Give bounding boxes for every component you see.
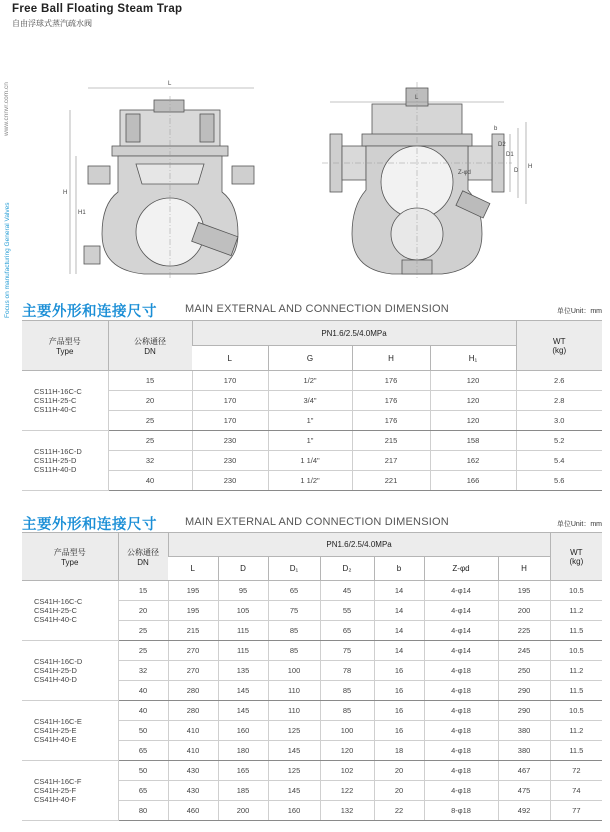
table-cell: 20 <box>118 601 168 621</box>
table-cell: 11.2 <box>550 601 602 621</box>
section2-header <box>22 513 602 533</box>
table-cell: 15 <box>108 371 192 391</box>
table-cell: 166 <box>430 471 516 491</box>
type-label: CS41H-16C-E <box>34 717 82 726</box>
table-cell: 5.4 <box>516 451 602 471</box>
table-cell: 1" <box>268 431 352 451</box>
table-cell: 110 <box>268 681 320 701</box>
table-cell: 22 <box>374 801 424 821</box>
table-cell: 122 <box>320 781 374 801</box>
table-cell: 4-φ14 <box>424 621 498 641</box>
table-cell: 4-φ18 <box>424 721 498 741</box>
table-cell: 5.6 <box>516 471 602 491</box>
table-cell: 145 <box>268 741 320 761</box>
type-label: CS11H-25-D <box>34 456 77 465</box>
type-label: CS41H-25-F <box>34 786 77 795</box>
table-cell: 11.2 <box>550 721 602 741</box>
header-col-g: G <box>268 346 352 371</box>
table-cell: 4-φ18 <box>424 741 498 761</box>
table-cell: 32 <box>108 451 192 471</box>
table-cell: 14 <box>374 641 424 661</box>
header-col-h: H <box>352 346 430 371</box>
type-label: CS41H-16C-C <box>34 597 83 606</box>
type-label: CS41H-40-D <box>34 675 77 684</box>
table-cell: 80 <box>118 801 168 821</box>
type-label: CS41H-25-C <box>34 606 77 615</box>
table-cell: 170 <box>192 411 268 431</box>
table-cell: 4-φ18 <box>424 761 498 781</box>
table-row <box>22 411 602 431</box>
table-cell: 40 <box>118 701 168 721</box>
table-cell: 78 <box>320 661 374 681</box>
table-cell: 410 <box>168 721 218 741</box>
type-label: CS41H-16C-D <box>34 657 83 666</box>
table-cell: 110 <box>268 701 320 721</box>
table-cell: 160 <box>268 801 320 821</box>
side-bar <box>2 18 14 318</box>
table-cell: 65 <box>268 581 320 601</box>
dimension-table-cs41h <box>22 532 602 821</box>
table-cell: 380 <box>498 721 550 741</box>
table-cell: 18 <box>374 741 424 761</box>
dimension-table-cs11h <box>22 320 602 491</box>
table-cell: 40 <box>118 681 168 701</box>
table-cell: 2.6 <box>516 371 602 391</box>
table-cell: 290 <box>498 701 550 721</box>
table-cell: 11.5 <box>550 681 602 701</box>
type-label: CS11H-40-D <box>34 465 77 474</box>
dim-label-zphi: Z-φd <box>458 170 471 176</box>
table-cell: 176 <box>352 371 430 391</box>
table-cell: 135 <box>218 661 268 681</box>
table-cell: 11.5 <box>550 621 602 641</box>
table-cell: 280 <box>168 701 218 721</box>
table-cell: 50 <box>118 761 168 781</box>
table-cell: 32 <box>118 661 168 681</box>
table-cell: 250 <box>498 661 550 681</box>
table-cell: 50 <box>118 721 168 741</box>
dim-label-h-right: H <box>528 164 532 170</box>
table-cell: 2.8 <box>516 391 602 411</box>
table-cell: 85 <box>268 641 320 661</box>
table-cell: 195 <box>168 581 218 601</box>
section1-unit: 单位Unit：mm <box>556 308 602 315</box>
page-title: Free Ball Floating Steam Trap <box>12 3 183 15</box>
section2-unit: 单位Unit：mm <box>556 521 602 528</box>
table-cell: 4-φ14 <box>424 641 498 661</box>
table-cell: 145 <box>218 681 268 701</box>
table-cell: 105 <box>218 601 268 621</box>
dim-label-d1: D1 <box>506 152 514 158</box>
header-col-l: L <box>168 557 218 581</box>
table-cell: 10.5 <box>550 701 602 721</box>
table-cell: 4-φ18 <box>424 681 498 701</box>
table-cell: 16 <box>374 701 424 721</box>
header-col-d2: D₂ <box>320 557 374 581</box>
table-cell: 162 <box>430 451 516 471</box>
table-cell: 170 <box>192 371 268 391</box>
table-cell: 200 <box>218 801 268 821</box>
table-row <box>22 641 602 661</box>
table-cell: 215 <box>352 431 430 451</box>
table-cell: 16 <box>374 661 424 681</box>
type-label: CS41H-40-E <box>34 735 77 744</box>
table-cell: 132 <box>320 801 374 821</box>
table-cell: 230 <box>192 431 268 451</box>
table-cell: 4-φ18 <box>424 781 498 801</box>
table-cell: 245 <box>498 641 550 661</box>
table-cell: 75 <box>320 641 374 661</box>
table-cell: 270 <box>168 641 218 661</box>
table-row <box>22 391 602 411</box>
type-cell <box>22 701 118 761</box>
table-cell: 85 <box>268 621 320 641</box>
header-dn: 公称通径 DN <box>118 533 168 581</box>
type-label: CS41H-40-F <box>34 795 77 804</box>
table-cell: 176 <box>352 411 430 431</box>
table-row <box>22 761 602 781</box>
table-cell: 115 <box>218 621 268 641</box>
table-cell: 1 1/2" <box>268 471 352 491</box>
table-cell: 16 <box>374 681 424 701</box>
table-cell: 120 <box>430 371 516 391</box>
header-type: 产品型号 Type <box>22 321 108 371</box>
table-cell: 195 <box>168 601 218 621</box>
table-cell: 1/2" <box>268 371 352 391</box>
header-wt: WT (kg) <box>550 533 602 581</box>
table-cell: 25 <box>108 431 192 451</box>
section1-title-cn: 主要外形和连接尺寸 <box>22 304 157 320</box>
table-cell: 25 <box>118 621 168 641</box>
type-label: CS11H-16C-C <box>34 387 82 396</box>
section2-title-en: MAIN EXTERNAL AND CONNECTION DIMENSION <box>185 516 449 528</box>
dim-label-l-left: L <box>168 81 172 87</box>
header-col-h1: H₁ <box>430 346 516 371</box>
table-cell: 77 <box>550 801 602 821</box>
table-cell: 120 <box>430 411 516 431</box>
table-cell: 85 <box>320 701 374 721</box>
table-cell: 11.2 <box>550 661 602 681</box>
table-cell: 160 <box>218 721 268 741</box>
table-cell: 230 <box>192 451 268 471</box>
header-type: 产品型号 Type <box>22 533 118 581</box>
table-cell: 120 <box>320 741 374 761</box>
table-cell: 221 <box>352 471 430 491</box>
table-cell: 14 <box>374 601 424 621</box>
dim-label-d: D <box>514 168 519 174</box>
table-cell: 10.5 <box>550 641 602 661</box>
header-dn: 公称通径 DN <box>108 321 192 371</box>
section1-title-en: MAIN EXTERNAL AND CONNECTION DIMENSION <box>185 303 449 315</box>
table-cell: 20 <box>108 391 192 411</box>
side-slogan-text: Focus on manufacturing General Valves <box>4 202 11 318</box>
table-cell: 10.5 <box>550 581 602 601</box>
dim-label-l-right: L <box>415 95 419 101</box>
table-cell: 11.5 <box>550 741 602 761</box>
table-cell: 145 <box>268 781 320 801</box>
table-cell: 165 <box>218 761 268 781</box>
table-cell: 95 <box>218 581 268 601</box>
header-pn: PN1.6/2.5/4.0MPa <box>192 321 516 346</box>
table-row <box>22 701 602 721</box>
header-col-h: H <box>498 557 550 581</box>
table-cell: 185 <box>218 781 268 801</box>
header-col-l: L <box>192 346 268 371</box>
dim-label-b: b <box>494 126 498 132</box>
table-cell: 4-φ14 <box>424 581 498 601</box>
table-cell: 380 <box>498 741 550 761</box>
table-cell: 45 <box>320 581 374 601</box>
table-cell: 8-φ18 <box>424 801 498 821</box>
table-cell: 195 <box>498 581 550 601</box>
table-cell: 430 <box>168 761 218 781</box>
header-col-zphid: Z-φd <box>424 557 498 581</box>
header-pn: PN1.6/2.5/4.0MPa <box>168 533 550 557</box>
type-cell <box>22 761 118 821</box>
table-cell: 475 <box>498 781 550 801</box>
table-cell: 1 1/4" <box>268 451 352 471</box>
table-cell: 176 <box>352 391 430 411</box>
table-cell: 230 <box>192 471 268 491</box>
table-cell: 200 <box>498 601 550 621</box>
table-row <box>22 431 602 451</box>
table-cell: 65 <box>320 621 374 641</box>
type-label: CS41H-25-E <box>34 726 77 735</box>
dim-label-h1-left: H1 <box>78 210 86 216</box>
type-label: CS11H-40-C <box>34 405 77 414</box>
table-cell: 492 <box>498 801 550 821</box>
table-cell: 280 <box>168 681 218 701</box>
section1-header <box>22 300 602 320</box>
table-cell: 4-φ18 <box>424 701 498 721</box>
type-label: CS11H-16C-D <box>34 447 82 456</box>
table-cell: 20 <box>374 761 424 781</box>
table-cell: 20 <box>374 781 424 801</box>
type-label: CS41H-40-C <box>34 615 77 624</box>
table-cell: 120 <box>430 391 516 411</box>
table-cell: 15 <box>118 581 168 601</box>
table-cell: 145 <box>218 701 268 721</box>
table-cell: 55 <box>320 601 374 621</box>
table-cell: 100 <box>268 661 320 681</box>
table-cell: 115 <box>218 641 268 661</box>
table-cell: 16 <box>374 721 424 741</box>
table-row <box>22 581 602 601</box>
header-col-b: b <box>374 557 424 581</box>
table-cell: 14 <box>374 621 424 641</box>
type-cell <box>22 581 118 641</box>
table-cell: 102 <box>320 761 374 781</box>
table-cell: 72 <box>550 761 602 781</box>
table-row <box>22 451 602 471</box>
table-row <box>22 471 602 491</box>
section2-title-cn: 主要外形和连接尺寸 <box>22 517 157 533</box>
table-cell: 75 <box>268 601 320 621</box>
dim-label-d2: D2 <box>498 142 506 148</box>
table-cell: 65 <box>118 781 168 801</box>
dim-label-h-left: H <box>63 190 68 196</box>
table-cell: 4-φ18 <box>424 661 498 681</box>
table-cell: 65 <box>118 741 168 761</box>
steam-trap-drawing <box>62 74 532 284</box>
type-cell <box>22 371 108 431</box>
table-cell: 4-φ14 <box>424 601 498 621</box>
table-cell: 74 <box>550 781 602 801</box>
table-cell: 3/4" <box>268 391 352 411</box>
table-row <box>22 371 602 391</box>
table-cell: 14 <box>374 581 424 601</box>
table-cell: 25 <box>118 641 168 661</box>
table-cell: 430 <box>168 781 218 801</box>
table-cell: 3.0 <box>516 411 602 431</box>
header-col-d1: D₁ <box>268 557 320 581</box>
type-label: CS11H-25-C <box>34 396 77 405</box>
table-cell: 460 <box>168 801 218 821</box>
side-website-text: www.cnnvr.com.cn <box>3 82 10 136</box>
table-cell: 290 <box>498 681 550 701</box>
table-cell: 217 <box>352 451 430 471</box>
table-cell: 270 <box>168 661 218 681</box>
table-cell: 180 <box>218 741 268 761</box>
header-wt: WT (kg) <box>516 321 602 371</box>
table-cell: 467 <box>498 761 550 781</box>
table-cell: 25 <box>108 411 192 431</box>
page-subtitle-cn: 自由浮球式蒸汽疏水阀 <box>12 19 92 28</box>
table-cell: 170 <box>192 391 268 411</box>
table-cell: 85 <box>320 681 374 701</box>
type-label: CS41H-25-D <box>34 666 77 675</box>
table-cell: 158 <box>430 431 516 451</box>
type-cell <box>22 641 118 701</box>
table-cell: 215 <box>168 621 218 641</box>
type-cell <box>22 431 108 491</box>
table-cell: 40 <box>108 471 192 491</box>
table-cell: 225 <box>498 621 550 641</box>
table-cell: 125 <box>268 721 320 741</box>
type-label: CS41H-16C-F <box>34 777 82 786</box>
table-cell: 125 <box>268 761 320 781</box>
table-cell: 5.2 <box>516 431 602 451</box>
table-cell: 100 <box>320 721 374 741</box>
header-col-d: D <box>218 557 268 581</box>
table-cell: 1" <box>268 411 352 431</box>
table-cell: 410 <box>168 741 218 761</box>
